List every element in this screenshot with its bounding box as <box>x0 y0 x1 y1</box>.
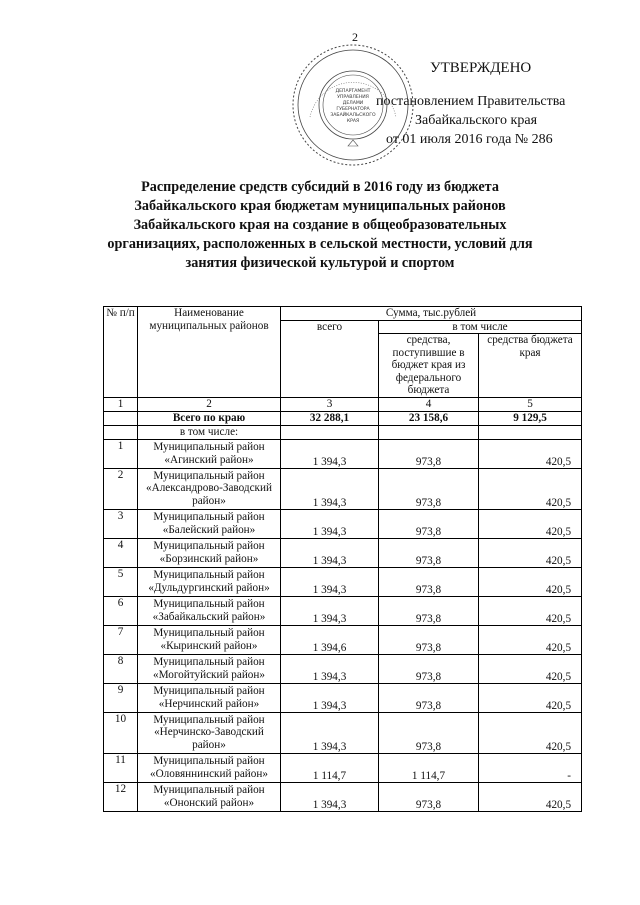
row-regional: 420,5 <box>479 683 582 712</box>
row-number: 1 <box>104 439 138 468</box>
svg-text:ДЕПАРТАМЕНТ: ДЕПАРТАМЕНТ <box>335 89 371 94</box>
row-number: 3 <box>104 509 138 538</box>
row-federal: 973,8 <box>379 509 479 538</box>
svg-text:УПРАВЛЕНИЯ: УПРАВЛЕНИЯ <box>337 95 369 100</box>
row-total: 1 394,3 <box>281 567 379 596</box>
svg-text:ЗАБАЙКАЛЬСКОГО: ЗАБАЙКАЛЬСКОГО <box>330 113 376 118</box>
row-district-name: Муниципальный район «Нерчинско-Заводский район» <box>138 712 281 753</box>
row-number: 12 <box>104 782 138 811</box>
row-district-name: Муниципальный район «Могойтуйский район» <box>138 654 281 683</box>
header-federal: средства, поступившие в бюджет края из федерального бюджета <box>379 334 479 398</box>
header-num: № п/п <box>104 307 138 398</box>
row-regional: 420,5 <box>479 468 582 509</box>
table-row <box>104 683 582 712</box>
table-row <box>104 468 582 509</box>
row-total: 1 114,7 <box>281 753 379 782</box>
row-district-name: Муниципальный район «Нерчинский район» <box>138 683 281 712</box>
row-number: 2 <box>104 468 138 509</box>
approval-line-3: от 01 июля 2016 года № 286 <box>386 132 553 147</box>
row-federal: 973,8 <box>379 654 479 683</box>
including-label: в том числе: <box>138 425 281 439</box>
row-district-name: Муниципальный район «Забайкальский район» <box>138 596 281 625</box>
total-federal: 23 158,6 <box>379 411 479 425</box>
row-total: 1 394,3 <box>281 596 379 625</box>
total-regional: 9 129,5 <box>479 411 582 425</box>
col-number: 5 <box>479 397 582 411</box>
col-number: 2 <box>138 397 281 411</box>
header-regional: средства бюджета края <box>479 334 582 398</box>
header-including: в том числе <box>379 320 582 334</box>
svg-text:ДЕЛАМИ: ДЕЛАМИ <box>342 101 364 106</box>
table-row <box>104 567 582 596</box>
svg-text:КРАЯ: КРАЯ <box>346 119 360 124</box>
row-regional: 420,5 <box>479 538 582 567</box>
total-label: Всего по краю <box>138 411 281 425</box>
col-number: 4 <box>379 397 479 411</box>
row-district-name: Муниципальный район «Агинский район» <box>138 439 281 468</box>
table-row <box>104 753 582 782</box>
row-regional: 420,5 <box>479 712 582 753</box>
row-regional: 420,5 <box>479 625 582 654</box>
header-total: всего <box>281 320 379 397</box>
table-row <box>104 625 582 654</box>
row-district-name: Муниципальный район «Ононский район» <box>138 782 281 811</box>
table-row <box>104 782 582 811</box>
row-total: 1 394,3 <box>281 439 379 468</box>
subsidy-table <box>103 306 582 812</box>
row-total: 1 394,3 <box>281 654 379 683</box>
row-number: 11 <box>104 753 138 782</box>
row-regional: 420,5 <box>479 782 582 811</box>
header-name: Наименование муниципальных районов <box>138 307 281 398</box>
row-regional: 420,5 <box>479 439 582 468</box>
table-row <box>104 654 582 683</box>
row-federal: 973,8 <box>379 596 479 625</box>
col-number: 1 <box>104 397 138 411</box>
row-total: 1 394,3 <box>281 683 379 712</box>
table-row <box>104 538 582 567</box>
table-row <box>104 439 582 468</box>
row-district-name: Муниципальный район «Оловяннинский район» <box>138 753 281 782</box>
row-regional: 420,5 <box>479 509 582 538</box>
row-federal: 973,8 <box>379 625 479 654</box>
row-regional: 420,5 <box>479 596 582 625</box>
row-district-name: Муниципальный район «Дульдургинский район» <box>138 567 281 596</box>
col-number: 3 <box>281 397 379 411</box>
row-district-name: Муниципальный район «Балейский район» <box>138 509 281 538</box>
row-number: 7 <box>104 625 138 654</box>
approval-line-2: Забайкальского края <box>415 113 538 128</box>
document-title: Распределение средств субсидий в 2016 году из бюджета Забайкальского края бюджетам муниципальных районов Забайкальского края на создание в общеобразовательных организациях, расположенных в сельской местности, условий для занятия физической культурой и спортом <box>107 179 533 271</box>
row-federal: 973,8 <box>379 468 479 509</box>
row-federal: 973,8 <box>379 538 479 567</box>
row-district-name: Муниципальный район «Кыринский район» <box>138 625 281 654</box>
table-row <box>104 712 582 753</box>
svg-text:ГУБЕРНАТОРА: ГУБЕРНАТОРА <box>336 107 370 112</box>
row-federal: 973,8 <box>379 439 479 468</box>
row-number: 4 <box>104 538 138 567</box>
row-total: 1 394,3 <box>281 712 379 753</box>
row-regional: - <box>479 753 582 782</box>
row-number: 9 <box>104 683 138 712</box>
table-row <box>104 509 582 538</box>
table-row <box>104 596 582 625</box>
row-total: 1 394,3 <box>281 509 379 538</box>
row-federal: 973,8 <box>379 712 479 753</box>
row-total: 1 394,3 <box>281 782 379 811</box>
row-district-name: Муниципальный район «Александрово-Заводский район» <box>138 468 281 509</box>
row-total: 1 394,6 <box>281 625 379 654</box>
row-federal: 973,8 <box>379 567 479 596</box>
row-regional: 420,5 <box>479 567 582 596</box>
row-number: 10 <box>104 712 138 753</box>
row-federal: 1 114,7 <box>379 753 479 782</box>
row-number: 8 <box>104 654 138 683</box>
row-district-name: Муниципальный район «Борзинский район» <box>138 538 281 567</box>
row-number: 5 <box>104 567 138 596</box>
page-number: 2 <box>352 30 358 44</box>
row-federal: 973,8 <box>379 782 479 811</box>
row-number: 6 <box>104 596 138 625</box>
row-federal: 973,8 <box>379 683 479 712</box>
row-regional: 420,5 <box>479 654 582 683</box>
row-total: 1 394,3 <box>281 538 379 567</box>
approved-stamp: УТВЕРЖДЕНО <box>430 60 532 76</box>
total-sum: 32 288,1 <box>281 411 379 425</box>
header-sum: Сумма, тыс.рублей <box>281 307 582 321</box>
row-total: 1 394,3 <box>281 468 379 509</box>
approval-line-1: постановлением Правительства <box>376 94 566 109</box>
